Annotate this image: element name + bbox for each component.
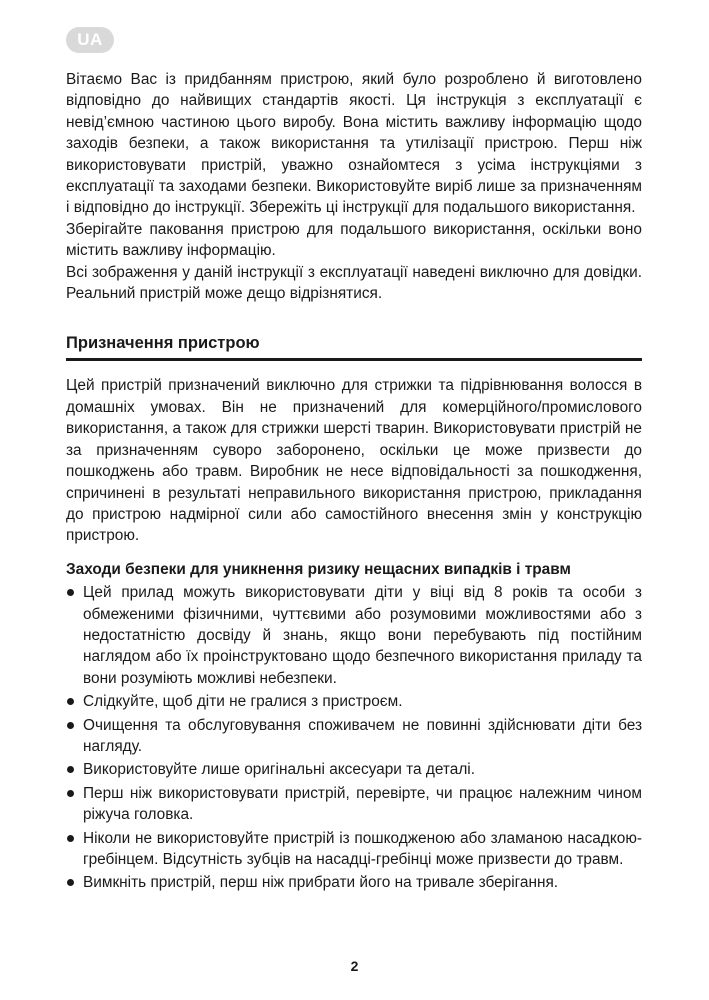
list-item-text: Вимкніть пристрій, перш ніж прибрати його на тривале зберігання. — [83, 874, 559, 892]
list-item — [66, 828, 642, 871]
list-item — [66, 872, 642, 893]
list-item-text: Цей прилад можуть використовувати діти у віці від 8 років та особи з обмеженими фізичними, чуттєвими або розумовими можливостями або з недостатністю досвіду й знань, якщо вони перебувають під постійним наглядом або їх проінструктовано щодо безпечного використання приладу та вони розуміють можливі небезпеки. — [83, 584, 642, 687]
bullet-icon — [67, 589, 74, 596]
list-item-text: Перш ніж використовувати пристрій, перевірте, чи працює належним чином ріжуча головка. — [83, 784, 642, 824]
list-item-text: Очищення та обслуговування споживачем не повинні здійснювати діти без нагляду. — [83, 716, 642, 755]
list-item — [66, 582, 642, 689]
intro-paragraph: Зберігайте паковання пристрою для подальшого використання, оскільки воно містить важливу інформацію. — [66, 220, 642, 260]
list-item — [66, 759, 642, 780]
section-divider — [66, 358, 642, 361]
list-item-text: Використовуйте лише оригінальні аксесуари та деталі. — [83, 761, 476, 779]
intro-paragraph: Вітаємо Вас із придбанням пристрою, який було розроблено й виготовлено відповідно до найвищих стандартів якості. Ця інструкція з експлуатації є невід’ємною частиною цього виробу. Вона містить важливу інформацію щодо заходів безпеки, а також використання та утилізації пристрою. Перш ніж використовувати пристрій, уважно ознайомтеся з усіма інструкціями з експлуатації та заходами безпеки. Використовуйте виріб лише за призначенням і відповідно до інструкції. Збережіть ці інструкції для подальшого використання. — [66, 71, 642, 217]
safety-heading: Заходи безпеки для уникнення ризику нещасних випадків і травм — [66, 560, 571, 578]
list-item — [66, 715, 642, 758]
purpose-paragraph: Цей пристрій призначений виключно для стрижки та підрівнювання волосся в домашніх умовах. Він не призначений для комерційного/промислового використання, а також для стрижки шерсті тварин. Використовувати пристрій не за призначенням суворо заборонено, оскільки це може призвести до пошкоджень або травм. Виробник не несе відповідальності за пошкодження, спричинені в результаті неправильного використання пристрою, прикладання до пристрою надмірної сили або самостійного внесення змін у конструкцію пристрою. — [66, 377, 642, 545]
purpose-heading: Призначення пристрою — [66, 334, 260, 353]
list-item — [66, 783, 642, 826]
bullet-icon — [67, 698, 74, 705]
list-item-text: Слідкуйте, щоб діти не гралися з пристроєм. — [83, 693, 403, 711]
language-badge: UA — [66, 27, 114, 53]
safety-list — [66, 582, 642, 894]
list-item-text: Ніколи не використовуйте пристрій із пошкодженою або зламаною насадкою-гребінцем. Відсутність зубців на насадці-гребінці може призвести до травм. — [83, 829, 642, 868]
bullet-icon — [67, 766, 74, 773]
intro-paragraph: Всі зображення у даній інструкції з експлуатації наведені виключно для довідки. Реальний пристрій може дещо відрізнятися. — [66, 263, 642, 303]
page-content — [66, 69, 642, 896]
bullet-icon — [67, 722, 74, 729]
bullet-icon — [67, 835, 74, 842]
bullet-icon — [67, 879, 74, 886]
page-number: 2 — [350, 958, 359, 974]
list-item — [66, 691, 642, 712]
bullet-icon — [67, 790, 74, 797]
